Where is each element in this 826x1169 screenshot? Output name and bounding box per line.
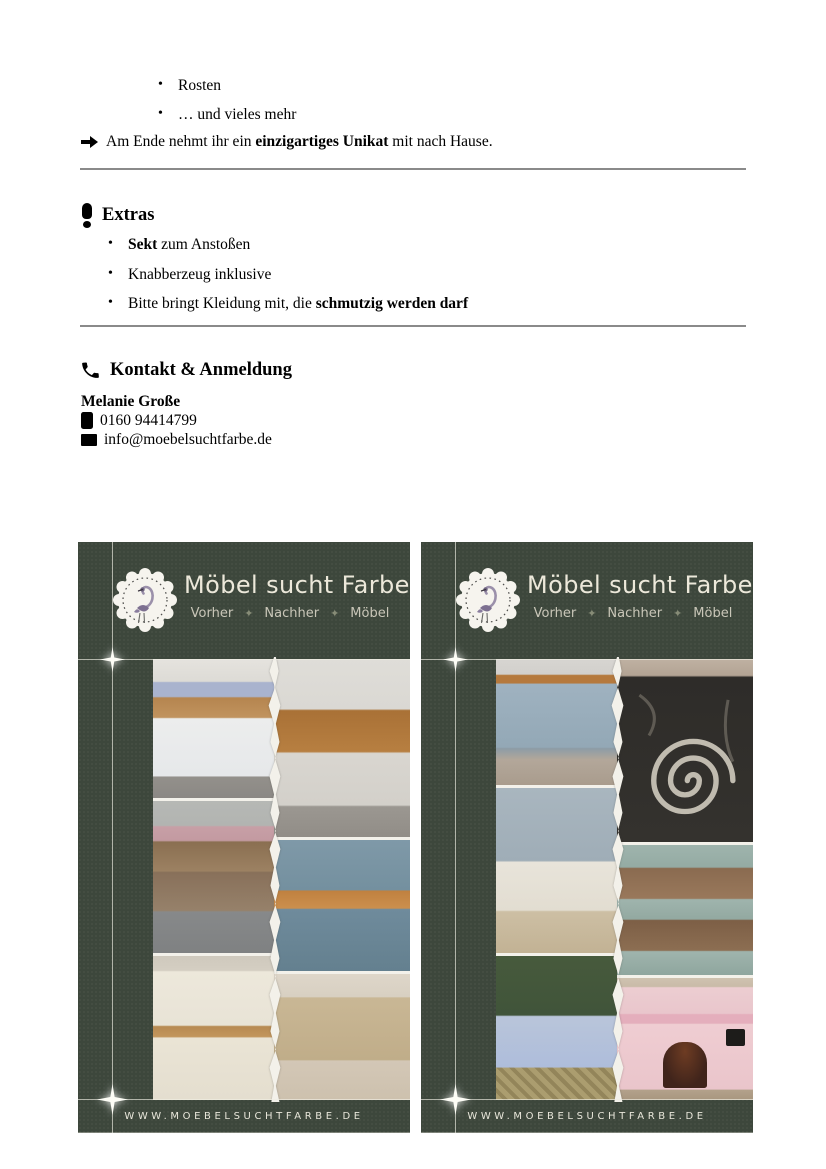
furniture-photo <box>617 659 753 842</box>
furniture-photo <box>153 801 274 953</box>
horizontal-rule <box>80 168 746 170</box>
list-item: • Sekt zum Anstoßen <box>104 236 468 254</box>
tagline-word: Vorher <box>190 606 234 621</box>
furniture-photo <box>617 978 753 1100</box>
contact-email-row <box>81 430 272 449</box>
horizontal-rule <box>80 325 746 327</box>
brand-block <box>184 571 410 621</box>
flamingo-logo-badge <box>456 568 520 632</box>
tagline-word: Vorher <box>533 606 577 621</box>
flyer-right <box>421 542 753 1133</box>
exclamation-mark-icon <box>81 203 93 228</box>
takeaway-line <box>80 133 493 151</box>
list-item-text: … und vieles mehr <box>178 106 297 123</box>
brand-tagline <box>527 606 739 621</box>
furniture-photo <box>496 659 617 785</box>
sparkle-icon <box>100 647 125 672</box>
tagline-word: Möbel <box>693 606 733 621</box>
furniture-photo <box>617 845 753 976</box>
sparkle-separator-icon: ✦ <box>587 607 597 620</box>
brand-block <box>527 571 753 621</box>
furniture-photo <box>496 788 617 953</box>
contact-heading-text: Kontakt & Anmeldung <box>110 360 292 380</box>
flyer-left <box>78 542 410 1133</box>
extras-list <box>104 236 468 325</box>
brand-tagline <box>184 606 396 621</box>
extras-heading <box>81 203 154 228</box>
collage-column-right <box>617 659 753 1100</box>
contact-phone-row <box>81 411 197 430</box>
list-item: • Bitte bringt Kleidung mit, die schmutzig werden darf <box>104 295 468 313</box>
furniture-photo <box>496 956 617 1100</box>
contact-name: Melanie Große <box>81 393 181 410</box>
list-item <box>152 77 296 95</box>
torn-paper-divider <box>608 657 627 1102</box>
mobile-phone-icon <box>81 412 93 429</box>
sparkle-icon <box>440 1084 471 1115</box>
torn-paper-divider <box>265 657 284 1102</box>
contact-phone-number: 0160 94414799 <box>100 411 197 429</box>
furniture-photo <box>153 956 274 1100</box>
website-url: WWW.MOEBELSUCHTFARBE.DE <box>124 1111 364 1122</box>
flyer-header <box>78 542 410 659</box>
takeaway-pre: Am Ende nehmt ihr ein <box>106 133 256 150</box>
cat-house-doorway <box>663 1042 707 1088</box>
brand-title: Möbel sucht Farbe <box>527 571 753 599</box>
photo-collage <box>496 659 753 1100</box>
small-black-tag <box>726 1029 745 1046</box>
right-arrow-icon <box>80 135 99 149</box>
tagline-word: Nachher <box>607 606 663 621</box>
envelope-icon <box>81 434 97 446</box>
decorative-line <box>421 659 753 660</box>
workshop-topics-list <box>152 77 296 135</box>
takeaway-bold: einzigartiges Unikat <box>255 133 389 150</box>
tagline-word: Nachher <box>264 606 320 621</box>
flyer-header <box>421 542 753 659</box>
telephone-receiver-icon <box>80 360 101 381</box>
collage-column-left <box>153 659 274 1100</box>
photo-collage <box>153 659 410 1100</box>
collage-column-left <box>496 659 617 1100</box>
flyer-images-row <box>78 542 753 1133</box>
sparkle-separator-icon: ✦ <box>244 607 254 620</box>
flamingo-logo-badge <box>113 568 177 632</box>
takeaway-text <box>106 133 493 151</box>
furniture-photo <box>274 974 410 1100</box>
tagline-word: Möbel <box>350 606 390 621</box>
takeaway-post: mit nach Hause. <box>388 133 493 150</box>
extras-heading-text: Extras <box>102 205 155 225</box>
list-item: • Knabberzeug inklusive <box>104 266 468 284</box>
sparkle-separator-icon: ✦ <box>330 607 340 620</box>
decorative-line <box>78 659 410 660</box>
contact-heading <box>80 360 292 381</box>
contact-email-address: info@moebelsuchtfarbe.de <box>104 430 272 448</box>
sparkle-separator-icon: ✦ <box>673 607 683 620</box>
collage-column-right <box>274 659 410 1100</box>
furniture-photo <box>153 659 274 798</box>
sparkle-icon <box>97 1084 128 1115</box>
furniture-photo <box>274 840 410 971</box>
website-url: WWW.MOEBELSUCHTFARBE.DE <box>467 1111 707 1122</box>
furniture-photo <box>274 659 410 837</box>
decorative-line <box>455 542 456 1133</box>
sparkle-icon <box>443 647 468 672</box>
brand-title: Möbel sucht Farbe <box>184 571 410 599</box>
list-item-text: Rosten <box>178 77 222 94</box>
list-item <box>152 106 296 124</box>
decorative-line <box>112 542 113 1133</box>
